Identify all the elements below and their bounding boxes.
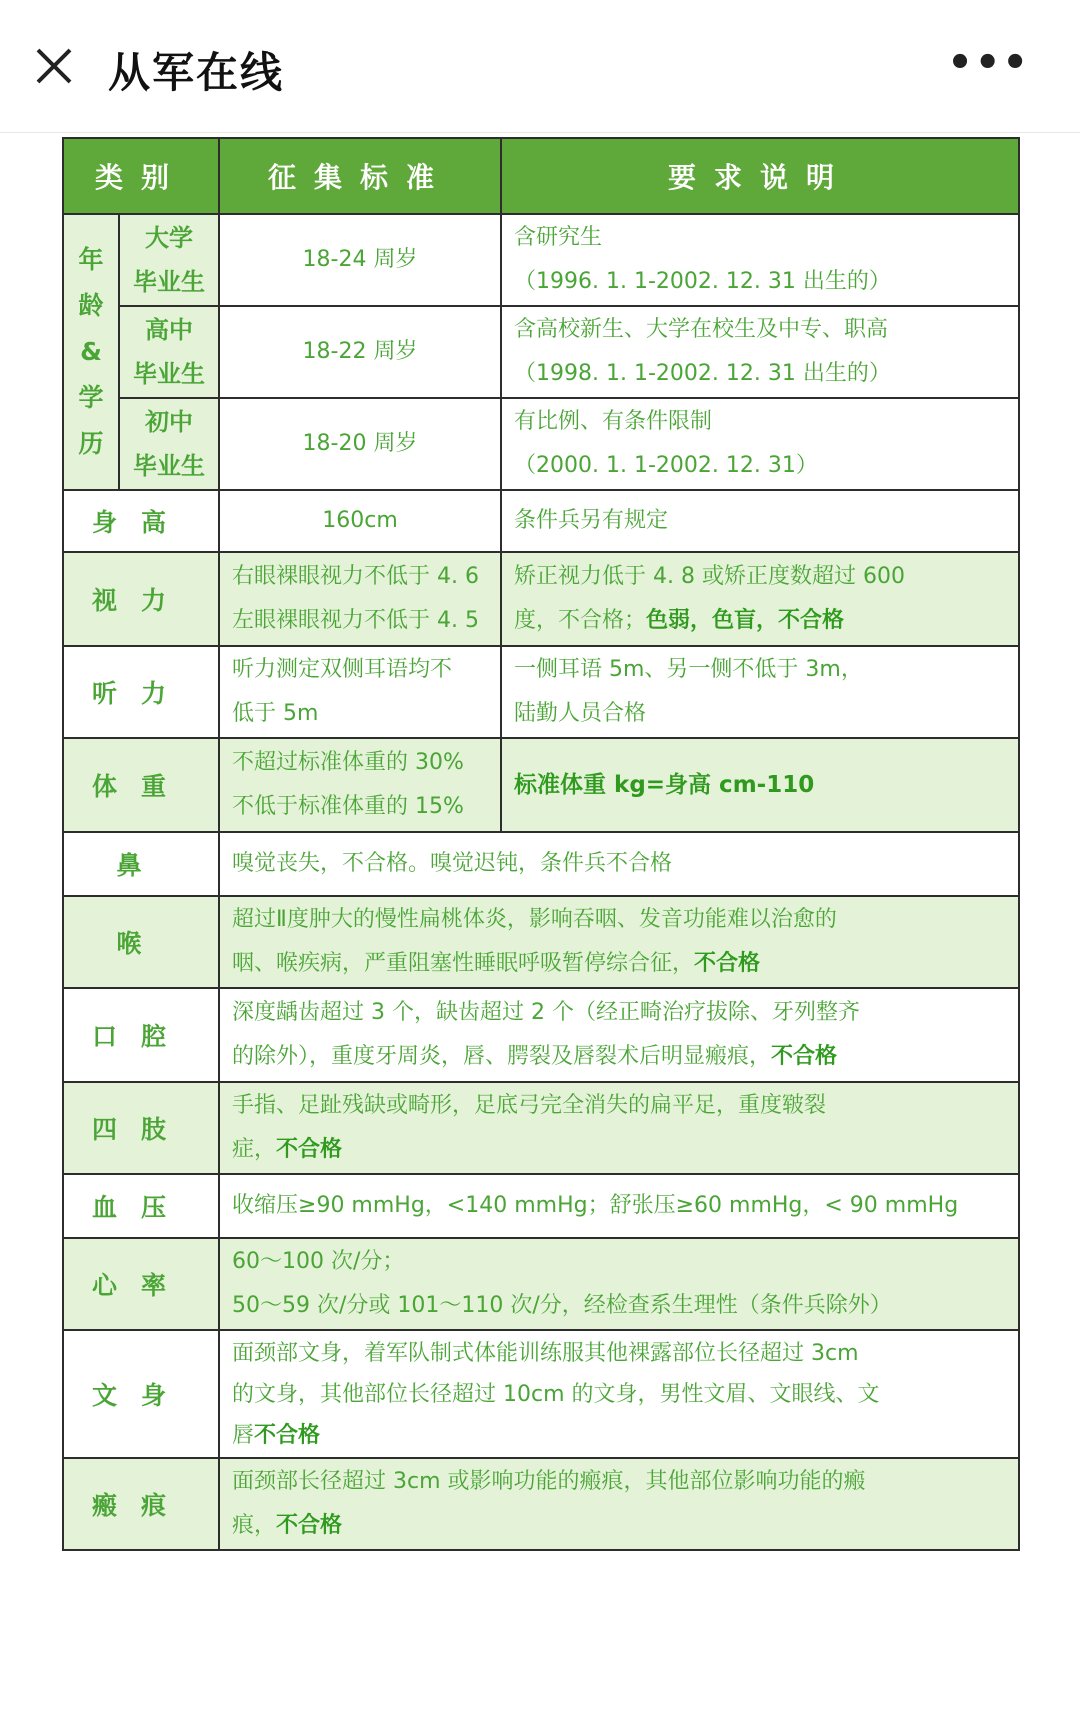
subcategory-cell — [119, 214, 219, 306]
requirement-text: 症， — [232, 1137, 277, 1162]
standard-line: 不超过标准体重的 30% — [232, 750, 464, 775]
requirement-line: 一侧耳语 5m、另一侧不低于 3m， — [514, 657, 863, 682]
category-blood-pressure: 血压 — [63, 1174, 219, 1238]
standard-cell: 18-24 周岁 — [219, 214, 501, 306]
requirement-cell — [219, 1238, 1019, 1330]
table-row — [63, 1174, 1019, 1238]
requirement-text: 度，不合格； — [514, 608, 647, 633]
table-row — [63, 1330, 1019, 1458]
subcategory-line: 毕业生 — [133, 360, 205, 388]
category-mouth: 口腔 — [63, 988, 219, 1082]
subcategory-line: 毕业生 — [133, 452, 205, 480]
category-vision: 视力 — [63, 552, 219, 646]
requirement-line — [514, 599, 1006, 643]
category-age-education — [63, 214, 119, 490]
category-label: 年龄&学历 — [78, 245, 104, 458]
category-heart-rate: 心率 — [63, 1238, 219, 1330]
category-hearing: 听力 — [63, 646, 219, 738]
requirement-line: （1996. 1. 1-2002. 12. 31 出生的） — [514, 269, 891, 294]
header-category: 类别 — [63, 138, 219, 214]
top-bar — [0, 0, 1080, 133]
requirement-emphasis: 不合格 — [276, 1137, 343, 1162]
standard-line: 左眼裸眼视力不低于 4. 5 — [232, 608, 479, 633]
requirement-cell — [501, 398, 1019, 490]
close-icon[interactable] — [34, 46, 74, 86]
requirement-text: 咽、喉疾病，严重阻塞性睡眠呼吸暂停综合征， — [232, 951, 695, 976]
requirement-emphasis: 标准体重 kg=身高 cm-110 — [514, 771, 815, 798]
subcategory-line: 初中 — [145, 408, 193, 436]
table-row — [63, 490, 1019, 552]
requirement-line — [232, 1415, 1006, 1456]
table-row — [63, 398, 1019, 490]
table-row — [63, 214, 1019, 306]
requirement-line: 面颈部长径超过 3cm 或影响功能的瘢痕，其他部位影响功能的瘢 — [232, 1469, 866, 1494]
requirement-cell: 条件兵另有规定 — [501, 490, 1019, 552]
requirement-line — [232, 1504, 1006, 1548]
requirement-text: 唇 — [232, 1422, 255, 1448]
requirement-line: 60～100 次/分； — [232, 1249, 405, 1274]
table-row — [63, 896, 1019, 988]
standard-line: 低于 5m — [232, 701, 319, 726]
subcategory-line: 大学 — [145, 224, 193, 252]
page-title: 从军在线 — [108, 48, 285, 97]
standard-line: 听力测定双侧耳语均不 — [232, 657, 453, 682]
requirement-line: 的文身，其他部位长径超过 10cm 的文身，男性文眉、文眼线、文 — [232, 1381, 880, 1407]
table-row — [63, 832, 1019, 896]
requirement-line: 面颈部文身，着军队制式体能训练服其他裸露部位长径超过 3cm — [232, 1340, 859, 1366]
subcategory-cell — [119, 306, 219, 398]
requirement-text: 痕， — [232, 1513, 277, 1538]
requirement-line: 陆勤人员合格 — [514, 701, 647, 726]
subcategory-line: 高中 — [145, 316, 193, 344]
requirement-line: 矫正视力低于 4. 8 或矫正度数超过 600 — [514, 564, 905, 589]
header-requirement: 要求说明 — [501, 138, 1019, 214]
standard-cell — [219, 738, 501, 832]
requirement-line: 含研究生 — [514, 225, 603, 250]
category-weight: 体重 — [63, 738, 219, 832]
category-height: 身高 — [63, 490, 219, 552]
requirement-line: 深度龋齿超过 3 个，缺齿超过 2 个（经正畸治疗拔除、牙列整齐 — [232, 1000, 860, 1025]
requirement-line — [232, 1035, 1006, 1079]
standard-line: 不低于标准体重的 15% — [232, 794, 464, 819]
requirement-cell — [219, 988, 1019, 1082]
requirement-emphasis: 色弱，色盲，不合格 — [646, 608, 845, 633]
requirement-line: 超过Ⅱ度肿大的慢性扁桃体炎，影响吞咽、发音功能难以治愈的 — [232, 907, 837, 932]
subcategory-cell — [119, 398, 219, 490]
requirement-cell: 收缩压≥90 mmHg，<140 mmHg；舒张压≥60 mmHg，< 90 mmHg — [219, 1174, 1019, 1238]
requirement-line: 手指、足趾残缺或畸形，足底弓完全消失的扁平足，重度皲裂 — [232, 1093, 827, 1118]
requirement-line — [232, 942, 1006, 986]
more-options-icon[interactable]: ••• — [947, 40, 1030, 86]
table-row — [63, 1238, 1019, 1330]
requirement-line: 含高校新生、大学在校生及中专、职高 — [514, 317, 889, 342]
standard-cell: 160cm — [219, 490, 501, 552]
category-limbs: 四肢 — [63, 1082, 219, 1174]
article-content — [0, 133, 1080, 1722]
table-row — [63, 1458, 1019, 1550]
requirement-cell — [219, 896, 1019, 988]
table-header-row — [63, 138, 1019, 214]
table-row — [63, 1082, 1019, 1174]
table-row — [63, 738, 1019, 832]
requirement-cell — [501, 738, 1019, 832]
requirement-line: 50～59 次/分或 101～110 次/分，经检查系生理性（条件兵除外） — [232, 1293, 892, 1318]
requirement-cell — [501, 214, 1019, 306]
requirement-emphasis: 不合格 — [276, 1513, 343, 1538]
standard-cell: 18-20 周岁 — [219, 398, 501, 490]
requirement-line: （2000. 1. 1-2002. 12. 31） — [514, 453, 818, 478]
requirement-cell: 嗅觉丧失，不合格。嗅觉迟钝，条件兵不合格 — [219, 832, 1019, 896]
requirement-line — [232, 1128, 1006, 1172]
standard-cell — [219, 552, 501, 646]
requirement-cell — [219, 1082, 1019, 1174]
requirement-emphasis: 不合格 — [254, 1422, 321, 1448]
category-scar: 瘢痕 — [63, 1458, 219, 1550]
table-row — [63, 988, 1019, 1082]
requirement-cell — [219, 1458, 1019, 1550]
header-standard: 征集标准 — [219, 138, 501, 214]
standard-cell — [219, 646, 501, 738]
category-throat: 喉 — [63, 896, 219, 988]
category-nose: 鼻 — [63, 832, 219, 896]
requirement-cell — [501, 552, 1019, 646]
recruitment-standards-table — [62, 137, 1020, 1551]
requirement-cell — [219, 1330, 1019, 1458]
requirement-cell — [501, 646, 1019, 738]
subcategory-line: 毕业生 — [133, 268, 205, 296]
table-row — [63, 306, 1019, 398]
requirement-line: 有比例、有条件限制 — [514, 409, 713, 434]
standard-cell: 18-22 周岁 — [219, 306, 501, 398]
requirement-text: 的除外），重度牙周炎，唇、腭裂及唇裂术后明显瘢痕， — [232, 1044, 772, 1069]
category-tattoo: 文身 — [63, 1330, 219, 1458]
requirement-emphasis: 不合格 — [771, 1044, 838, 1069]
standard-line: 右眼裸眼视力不低于 4. 6 — [232, 564, 479, 589]
table-row — [63, 646, 1019, 738]
table-row — [63, 552, 1019, 646]
requirement-emphasis: 不合格 — [694, 951, 761, 976]
requirement-cell — [501, 306, 1019, 398]
requirement-line: （1998. 1. 1-2002. 12. 31 出生的） — [514, 361, 891, 386]
